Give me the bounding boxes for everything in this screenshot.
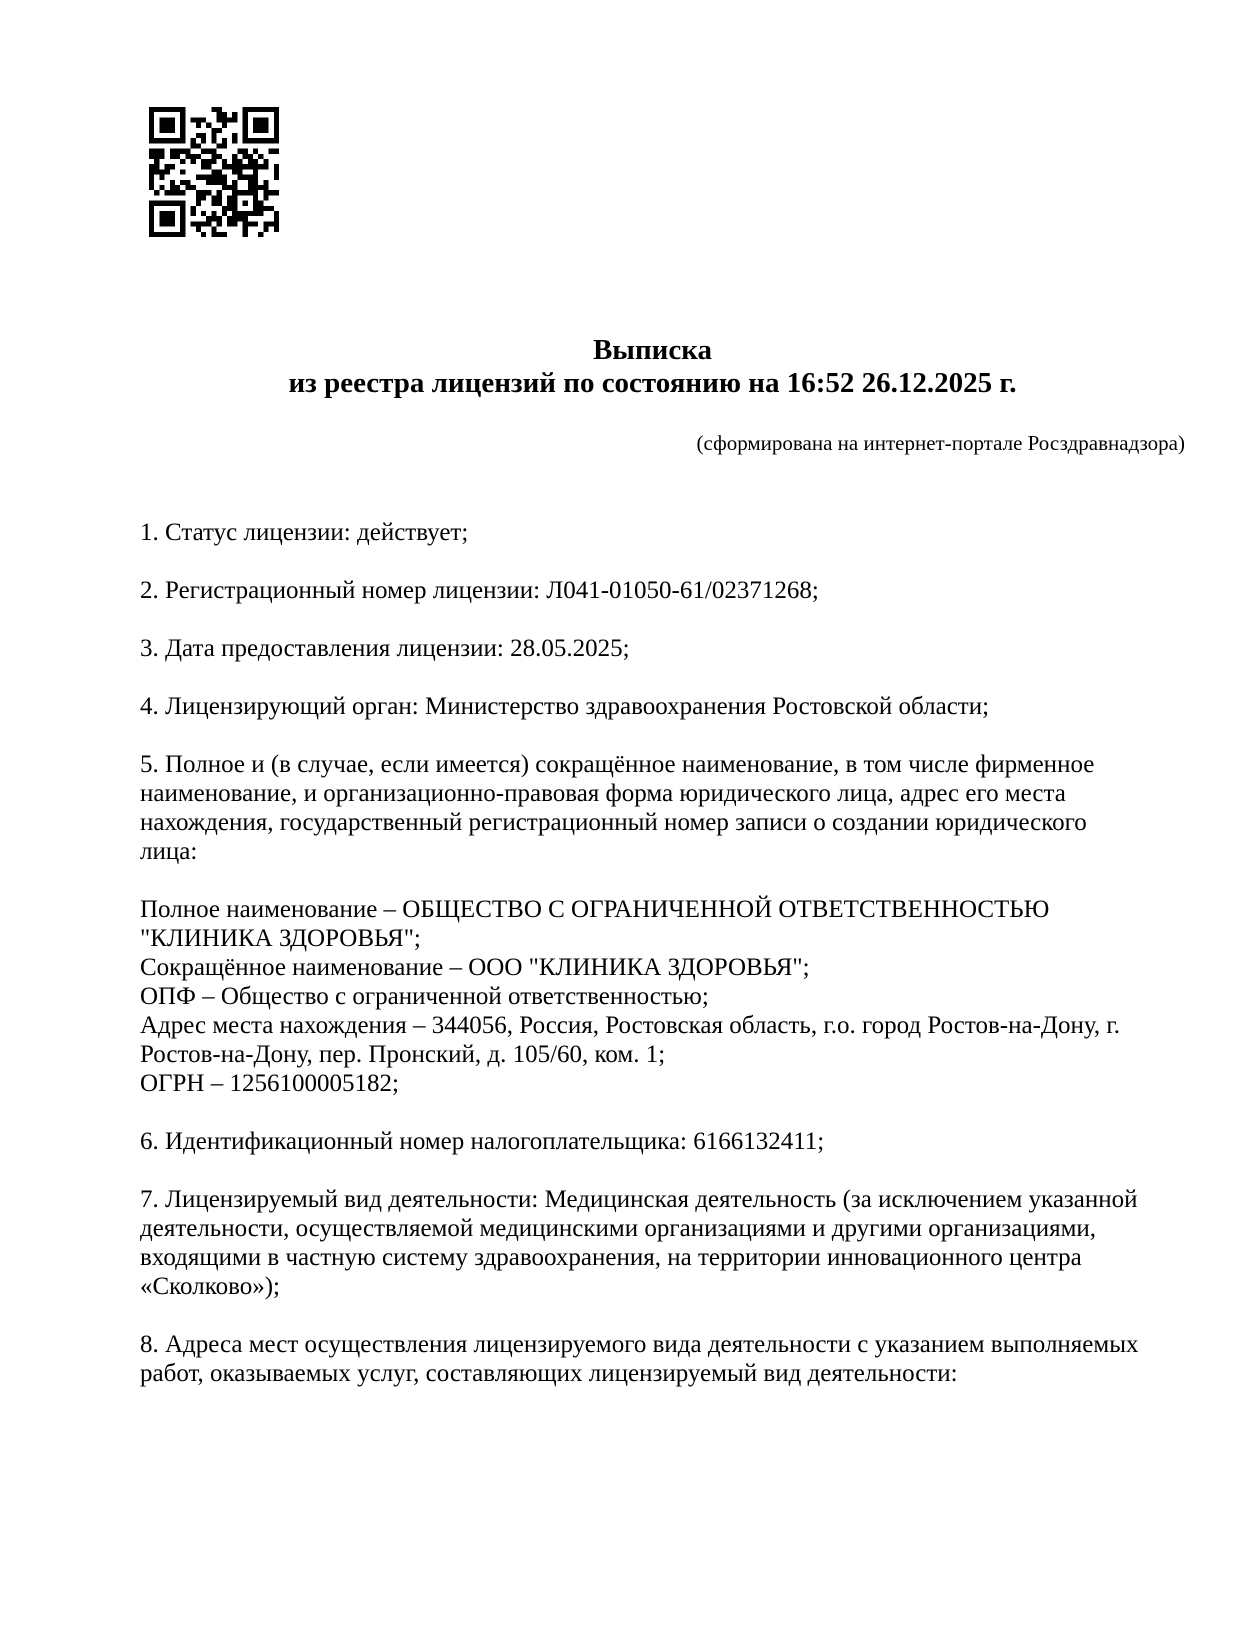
entity-address: Адрес места нахождения – 344056, Россия, Ростовская область, г.о. город Ростов-на-Дону, г. Ростов-на-Дону, пер. Пронский, д. 105/60, ком. 1; [140, 1012, 1121, 1068]
item-5-entity-intro: 5. Полное и (в случае, если имеется) сокращённое наименование, в том числе фирменное наименование, и организационно-правовая форма юридического лица, адрес его места нахождения, государственный регистрационный номер записи о создании юридического лица: [140, 751, 1095, 865]
item-7-licensed-activity: 7. Лицензируемый вид деятельности: Медицинская деятельность (за исключением указанной деятельности, осуществляемой медицинскими организациями и другими организациями, входящими в частную систему здравоохранения, на территории инновационного центра «Сколково»); [140, 1186, 1138, 1300]
document-body [140, 518, 1145, 1417]
entity-legal-form: ОПФ – Общество с ограниченной ответственностью; [140, 983, 709, 1010]
entity-full-name: Полное наименование – ОБЩЕСТВО С ОГРАНИЧЕННОЙ ОТВЕТСТВЕННОСТЬЮ "КЛИНИКА ЗДОРОВЬЯ"; [140, 896, 1050, 952]
entity-details [140, 895, 1145, 1098]
title-line-1: Выписка [592, 334, 713, 366]
item-3-license-grant-date: 3. Дата предоставления лицензии: 28.05.2025; [140, 635, 630, 662]
item-6-taxpayer-number: 6. Идентификационный номер налогоплательщика: 6166132411; [140, 1128, 825, 1155]
item-1-license-status: 1. Статус лицензии: действует; [140, 519, 469, 546]
item-8-activity-addresses-intro: 8. Адреса мест осуществления лицензируемого вида деятельности с указанием выполняемых работ, оказываемых услуг, составляющих лицензируемый вид деятельности: [140, 1331, 1139, 1387]
entity-ogrn: ОГРН – 1256100005182; [140, 1070, 399, 1097]
document-subtitle: (сформирована на интернет-портале Росздравнадзора) [696, 431, 1185, 455]
item-4-licensing-authority: 4. Лицензирующий орган: Министерство здравоохранения Ростовской области; [140, 693, 990, 720]
qr-code [149, 107, 279, 237]
title-line-2: из реестра лицензий по состоянию на 16:52 26.12.2025 г. [288, 367, 1017, 399]
document-title [140, 334, 1165, 400]
item-2-registration-number: 2. Регистрационный номер лицензии: Л041-01050-61/02371268; [140, 577, 819, 604]
entity-short-name: Сокращённое наименование – ООО "КЛИНИКА ЗДОРОВЬЯ"; [140, 954, 810, 981]
